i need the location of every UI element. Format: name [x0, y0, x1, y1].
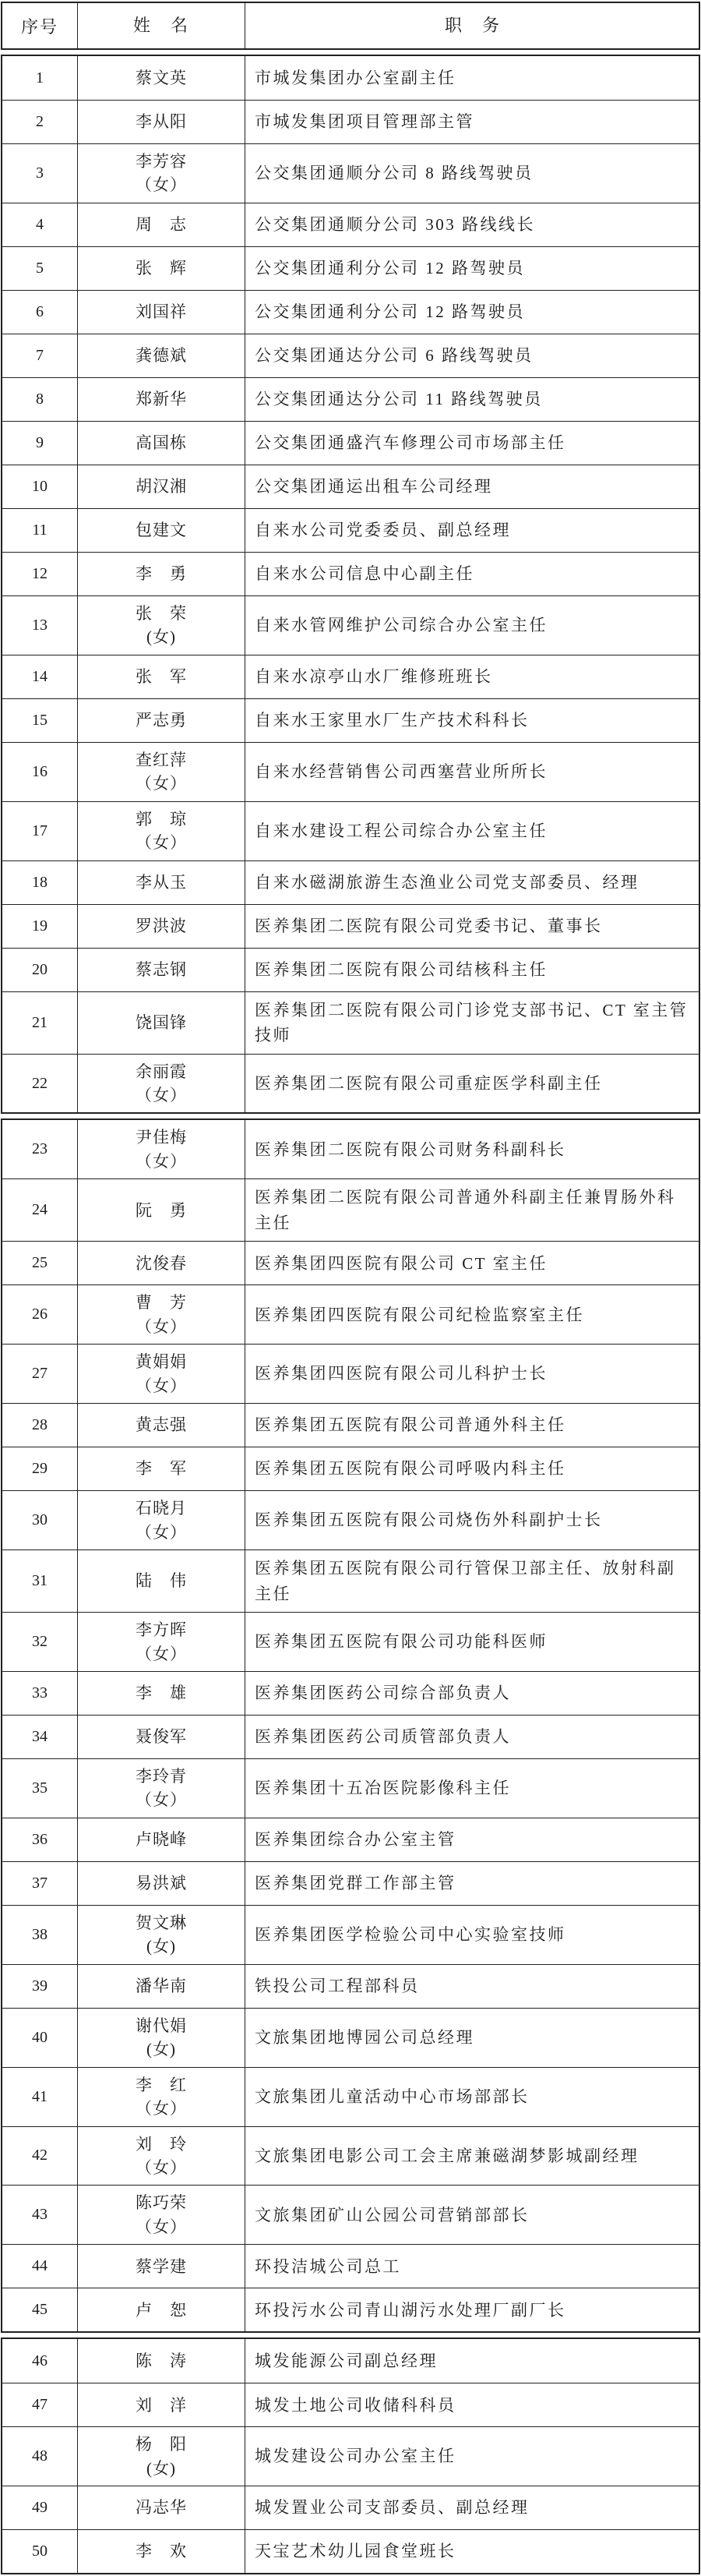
table-row — [2, 1284, 699, 1344]
cell-name — [77, 2427, 245, 2486]
table-section-1 — [1, 55, 700, 1114]
table-row — [2, 203, 699, 246]
cell-position: 自来水凉亭山水厂维修班班长 — [255, 666, 493, 686]
name-text: 余丽霞 — [136, 1062, 187, 1081]
cell-position: 城发能源公司副总经理 — [255, 2352, 438, 2370]
table-row — [2, 1715, 699, 1758]
name-text: 李从阳 — [136, 112, 187, 132]
cell-position: 医养集团综合办公室主管 — [255, 1830, 456, 1850]
cell-position: 文旅集团儿童活动中心市场部部长 — [255, 2087, 530, 2106]
table-row — [2, 246, 699, 290]
cell-name — [77, 802, 245, 860]
cell-serial-number: 5 — [36, 259, 44, 277]
cell-serial-number: 6 — [36, 302, 44, 320]
cell-serial-number: 21 — [32, 1013, 48, 1031]
cell-name — [77, 2288, 245, 2331]
cell-position: 医养集团医学检验公司中心实验室技师 — [255, 1925, 566, 1945]
cell-name — [77, 1055, 245, 1113]
table-row — [2, 1818, 699, 1861]
cell-position: 医养集团二医院有限公司结核科主任 — [255, 959, 548, 979]
name-text: 张 辉 — [136, 259, 187, 278]
name-text: 陈巧荣 — [136, 2193, 187, 2213]
name-text: 李 欢 — [136, 2542, 187, 2561]
table-row — [2, 1758, 699, 1818]
table-row — [2, 1403, 699, 1447]
cell-serial-number: 14 — [32, 667, 48, 685]
cell-name — [77, 1179, 245, 1241]
gender-note: （女） — [136, 1790, 187, 1810]
cell-position: 医养集团十五冶医院影像科主任 — [255, 1779, 511, 1798]
cell-serial-number: 44 — [32, 2257, 48, 2275]
cell-name — [77, 1965, 245, 2008]
gender-note: （女） — [136, 2099, 187, 2118]
gender-note: （女） — [136, 833, 187, 853]
table-row — [2, 1549, 699, 1612]
cell-position: 医养集团五医院有限公司普通外科主任 — [255, 1415, 566, 1435]
name-text: 卢 恕 — [136, 2300, 187, 2320]
table-row — [2, 552, 699, 595]
name-text: 李 红 — [136, 2075, 187, 2094]
cell-name — [77, 247, 245, 290]
cell-name — [77, 1716, 245, 1758]
cell-name — [77, 1550, 245, 1612]
cell-position: 自来水建设工程公司综合办公室主任 — [255, 821, 548, 840]
name-text: 贺文琳 — [136, 1913, 187, 1932]
cell-name — [77, 1120, 245, 1178]
table-row — [2, 2126, 699, 2186]
cell-name — [77, 422, 245, 465]
cell-name — [77, 144, 245, 203]
table-row — [2, 2383, 699, 2426]
cell-position: 自来水公司党委委员、副总经理 — [255, 521, 511, 540]
cell-serial-number: 34 — [32, 1728, 48, 1746]
table-row — [2, 2288, 699, 2331]
cell-name — [77, 465, 245, 508]
cell-serial-number: 24 — [32, 1201, 48, 1219]
column-header-name: 姓 名 — [77, 3, 245, 48]
name-text: 陈 涛 — [136, 2352, 187, 2371]
gender-note: （女） — [136, 774, 187, 793]
table-row — [2, 2426, 699, 2486]
cell-name — [77, 2530, 245, 2573]
cell-position: 文旅集团电影公司工会主席兼磁湖梦影城副经理 — [255, 2146, 639, 2165]
cell-serial-number: 20 — [32, 960, 48, 978]
cell-serial-number: 7 — [36, 346, 44, 364]
table-row — [2, 2185, 699, 2244]
cell-serial-number: 16 — [32, 762, 48, 780]
gender-note: (女) — [146, 627, 176, 647]
cell-serial-number: 50 — [32, 2542, 48, 2560]
cell-position: 自来水管网维护公司综合办公室主任 — [255, 616, 548, 635]
table-row — [2, 465, 699, 508]
gender-note: （女） — [136, 1644, 187, 1663]
cell-position: 环投洁城公司总工 — [255, 2256, 401, 2276]
cell-serial-number: 29 — [32, 1460, 48, 1478]
gender-note: （女） — [136, 2217, 187, 2236]
cell-position: 公交集团通顺分公司 303 路线线长 — [255, 215, 535, 235]
cell-serial-number: 33 — [32, 1684, 48, 1702]
cell-name — [77, 655, 245, 698]
cell-position: 公交集团通运出租车公司经理 — [255, 477, 493, 496]
cell-serial-number: 42 — [32, 2147, 48, 2164]
table-row — [2, 1861, 699, 1905]
cell-serial-number: 23 — [32, 1140, 48, 1158]
cell-position: 医养集团二医院有限公司财务科副科长 — [255, 1140, 566, 1159]
cell-position: 医养集团五医院有限公司行管保卫部主任、放射科副主任 — [255, 1559, 676, 1603]
cell-position: 医养集团五医院有限公司呼吸内科主任 — [255, 1459, 566, 1479]
table-row — [2, 1241, 699, 1284]
cell-serial-number: 46 — [32, 2352, 48, 2369]
cell-position: 医养集团党群工作部主管 — [255, 1874, 456, 1893]
gender-note: (女) — [146, 2458, 176, 2478]
cell-name — [77, 2245, 245, 2288]
gender-note: （女） — [136, 2157, 187, 2177]
name-text: 陆 伟 — [136, 1571, 187, 1591]
cell-position: 公交集团通利分公司 12 路驾驶员 — [255, 259, 525, 278]
table-row — [2, 1612, 699, 1671]
cell-position: 文旅集团矿山公园公司营销部部长 — [255, 2205, 530, 2224]
name-text: 蔡文英 — [136, 68, 187, 87]
cell-position: 市城发集团项目管理部主管 — [255, 112, 474, 132]
table-row — [2, 2339, 699, 2383]
cell-serial-number: 41 — [32, 2087, 48, 2105]
table-row — [2, 421, 699, 465]
cell-position: 环投污水公司青山湖污水处理厂副厂长 — [255, 2300, 566, 2320]
name-text: 石晓月 — [136, 1499, 187, 1518]
name-text: 饶国锋 — [136, 1012, 187, 1032]
cell-position: 医养集团医药公司综合部负责人 — [255, 1684, 511, 1703]
cell-position: 医养集团四医院有限公司 CT 室主任 — [255, 1253, 548, 1273]
cell-name — [77, 509, 245, 552]
cell-name — [77, 699, 245, 742]
gender-note: （女） — [136, 1151, 187, 1171]
cell-name — [77, 861, 245, 904]
cell-name — [77, 743, 245, 801]
cell-name — [77, 378, 245, 421]
table-row — [2, 948, 699, 991]
cell-name — [77, 56, 245, 100]
cell-position: 自来水磁湖旅游生态渔业公司党支部委员、经理 — [255, 872, 639, 892]
table-row — [2, 698, 699, 742]
cell-position: 医养集团四医院有限公司儿科护士长 — [255, 1364, 548, 1383]
table-row — [2, 801, 699, 860]
cell-serial-number: 37 — [32, 1874, 48, 1892]
table-row — [2, 1490, 699, 1549]
cell-serial-number: 32 — [32, 1633, 48, 1651]
cell-serial-number: 12 — [32, 564, 48, 582]
table-row — [2, 143, 699, 203]
cell-serial-number: 31 — [32, 1572, 48, 1590]
table-row — [2, 1120, 699, 1178]
name-text: 严志勇 — [136, 711, 187, 730]
cell-serial-number: 38 — [32, 1925, 48, 1943]
table-row — [2, 56, 699, 100]
column-header-serial: 序号 — [20, 16, 58, 37]
table-row — [2, 1344, 699, 1403]
cell-name — [77, 101, 245, 143]
cell-serial-number: 40 — [32, 2028, 48, 2046]
cell-serial-number: 10 — [32, 477, 48, 495]
table-row — [2, 377, 699, 421]
name-text: 罗洪波 — [136, 916, 187, 935]
cell-position: 公交集团通达分公司 11 路线驾驶员 — [255, 390, 543, 409]
cell-position: 医养集团五医院有限公司功能科医师 — [255, 1632, 548, 1652]
cell-name — [77, 2009, 245, 2067]
cell-name — [77, 1862, 245, 1905]
cell-serial-number: 19 — [32, 917, 48, 935]
name-text: 黄志强 — [136, 1415, 187, 1435]
table-row — [2, 991, 699, 1054]
name-text: 张 军 — [136, 667, 187, 687]
cell-position: 自来水经营销售公司西塞营业所所长 — [255, 761, 548, 781]
cell-name — [77, 1759, 245, 1818]
cell-name — [77, 1242, 245, 1284]
cell-name — [77, 1613, 245, 1671]
cell-position: 公交集团通盛汽车修理公司市场部主任 — [255, 433, 566, 453]
cell-name — [77, 1447, 245, 1490]
name-text: 查红萍 — [136, 750, 187, 769]
cell-serial-number: 4 — [36, 215, 44, 233]
cell-serial-number: 15 — [32, 711, 48, 729]
table-row — [2, 1964, 699, 2008]
cell-position: 医养集团二医院有限公司重症医学科副主任 — [255, 1073, 603, 1093]
cell-name — [77, 905, 245, 948]
cell-position: 医养集团医药公司质管部负责人 — [255, 1727, 511, 1747]
cell-name — [77, 596, 245, 655]
cell-serial-number: 48 — [32, 2447, 48, 2465]
cell-name — [77, 1906, 245, 1964]
cell-name — [77, 334, 245, 377]
table-row — [2, 1054, 699, 1113]
name-text: 龚德斌 — [136, 346, 187, 366]
cell-serial-number: 9 — [36, 433, 44, 451]
table-row — [2, 1178, 699, 1241]
table-row — [2, 2067, 699, 2126]
cell-position: 自来水公司信息中心副主任 — [255, 564, 474, 584]
cell-position: 医养集团五医院有限公司烧伤外科副护士长 — [255, 1511, 603, 1530]
gender-note: （女） — [136, 1086, 187, 1105]
name-text: 阮 勇 — [136, 1200, 187, 1220]
name-text: 李 雄 — [136, 1684, 187, 1703]
cell-serial-number: 17 — [32, 822, 48, 839]
table-row — [2, 1671, 699, 1715]
table-header-section — [1, 2, 700, 50]
cell-name — [77, 2186, 245, 2244]
name-text: 胡汉湘 — [136, 477, 187, 496]
cell-serial-number: 27 — [32, 1365, 48, 1383]
cell-name — [77, 949, 245, 991]
cell-name — [77, 203, 245, 246]
table-row — [2, 100, 699, 143]
name-text: 李 军 — [136, 1459, 187, 1479]
name-text: 李玲青 — [136, 1767, 187, 1786]
name-text: 刘国祥 — [136, 302, 187, 322]
name-text: 李方晖 — [136, 1620, 187, 1640]
cell-serial-number: 36 — [32, 1830, 48, 1848]
name-text: 卢晓峰 — [136, 1830, 187, 1850]
cell-name — [77, 291, 245, 334]
cell-name — [77, 1672, 245, 1715]
table-row — [2, 860, 699, 904]
cell-serial-number: 25 — [32, 1254, 48, 1272]
cell-serial-number: 26 — [32, 1306, 48, 1323]
name-text: 刘 洋 — [136, 2395, 187, 2415]
cell-position: 医养集团二医院有限公司普通外科副主任兼胃肠外科主任 — [255, 1188, 676, 1232]
cell-serial-number: 47 — [32, 2396, 48, 2414]
table-row — [2, 2529, 699, 2573]
cell-serial-number: 13 — [32, 616, 48, 634]
cell-serial-number: 28 — [32, 1416, 48, 1434]
cell-position: 城发置业公司支部委员、副总经理 — [255, 2498, 530, 2518]
table-row — [2, 1447, 699, 1490]
cell-name — [77, 1345, 245, 1403]
cell-serial-number: 45 — [32, 2301, 48, 2319]
name-text: 李芳容 — [136, 152, 187, 171]
cell-position: 医养集团二医院有限公司门诊党支部书记、CT 室主管技师 — [255, 1000, 689, 1045]
cell-serial-number: 35 — [32, 1779, 48, 1797]
name-text: 谢代娟 — [136, 2016, 187, 2035]
name-text: 黄娟娟 — [136, 1352, 187, 1372]
cell-name — [77, 2068, 245, 2126]
cell-serial-number: 1 — [36, 69, 44, 87]
table-row — [2, 595, 699, 655]
cell-name — [77, 2127, 245, 2186]
table-row — [2, 508, 699, 552]
cell-position: 铁投公司工程部科员 — [255, 1977, 420, 1995]
cell-serial-number: 3 — [36, 164, 44, 182]
gender-note: （女） — [136, 175, 187, 195]
table-row — [2, 290, 699, 334]
name-text: 冯志华 — [136, 2498, 187, 2518]
cell-position: 公交集团通利分公司 12 路驾驶员 — [255, 302, 525, 322]
cell-name — [77, 2486, 245, 2529]
name-text: 聂俊军 — [136, 1727, 187, 1747]
name-text: 蔡志钢 — [136, 959, 187, 979]
name-text: 李 勇 — [136, 564, 187, 584]
cell-position: 城发土地公司收储科科员 — [255, 2395, 456, 2415]
name-text: 张 荣 — [136, 603, 187, 623]
cell-serial-number: 22 — [32, 1074, 48, 1092]
name-text: 刘 玲 — [136, 2134, 187, 2154]
cell-serial-number: 39 — [32, 1977, 48, 1995]
cell-name — [77, 2383, 245, 2426]
table-row — [2, 1905, 699, 1964]
table-section-2 — [1, 1118, 700, 2333]
table-row — [2, 655, 699, 698]
table-row — [2, 334, 699, 377]
table-row — [2, 2486, 699, 2529]
table-row — [2, 2244, 699, 2288]
cell-serial-number: 11 — [32, 521, 48, 539]
cell-name — [77, 1818, 245, 1861]
table-row — [2, 742, 699, 801]
cell-position: 公交集团通达分公司 6 路线驾驶员 — [255, 346, 534, 366]
gender-note: (女) — [146, 2040, 176, 2059]
cell-serial-number: 8 — [36, 390, 44, 408]
name-text: 郭 琼 — [136, 809, 187, 829]
cell-name — [77, 1285, 245, 1344]
gender-note: (女) — [146, 1937, 176, 1956]
gender-note: （女） — [136, 1376, 187, 1395]
name-text: 蔡学建 — [136, 2256, 187, 2276]
gender-note: （女） — [136, 1316, 187, 1336]
cell-position: 公交集团通顺分公司 8 路线驾驶员 — [255, 164, 534, 183]
cell-name — [77, 553, 245, 595]
cell-serial-number: 18 — [32, 873, 48, 891]
cell-serial-number: 43 — [32, 2206, 48, 2224]
cell-name — [77, 992, 245, 1054]
cell-name — [77, 2339, 245, 2383]
header-row — [2, 3, 699, 48]
gender-note: （女） — [136, 1522, 187, 1542]
cell-serial-number: 30 — [32, 1511, 48, 1529]
cell-serial-number: 2 — [36, 113, 44, 130]
name-text: 易洪斌 — [136, 1874, 187, 1893]
cell-position: 文旅集团地博园公司总经理 — [255, 2027, 474, 2047]
cell-position: 城发建设公司办公室主任 — [255, 2447, 456, 2466]
name-text: 高国栋 — [136, 433, 187, 453]
name-text: 潘华南 — [136, 1977, 187, 1996]
cell-name — [77, 1404, 245, 1447]
column-header-position: 职 务 — [444, 15, 501, 35]
name-text: 杨 阳 — [136, 2435, 187, 2454]
name-text: 沈俊春 — [136, 1253, 187, 1273]
cell-position: 市城发集团办公室副主任 — [255, 68, 456, 87]
table-section-3 — [1, 2337, 700, 2574]
cell-position: 天宝艺术幼儿园食堂班长 — [255, 2542, 456, 2561]
table-row — [2, 2008, 699, 2067]
cell-position: 自来水王家里水厂生产技术科科长 — [255, 710, 530, 730]
name-text: 包建文 — [136, 521, 187, 540]
cell-position: 医养集团二医院有限公司党委书记、董事长 — [255, 916, 603, 935]
name-text: 曹 芳 — [136, 1293, 187, 1313]
cell-serial-number: 49 — [32, 2499, 48, 2517]
cell-name — [77, 1491, 245, 1549]
cell-position: 医养集团四医院有限公司纪检监察室主任 — [255, 1305, 584, 1324]
name-text: 李从玉 — [136, 872, 187, 892]
name-text: 尹佳梅 — [136, 1128, 187, 1147]
name-text: 郑新华 — [136, 390, 187, 409]
table-row — [2, 904, 699, 948]
name-text: 周 志 — [136, 215, 187, 235]
